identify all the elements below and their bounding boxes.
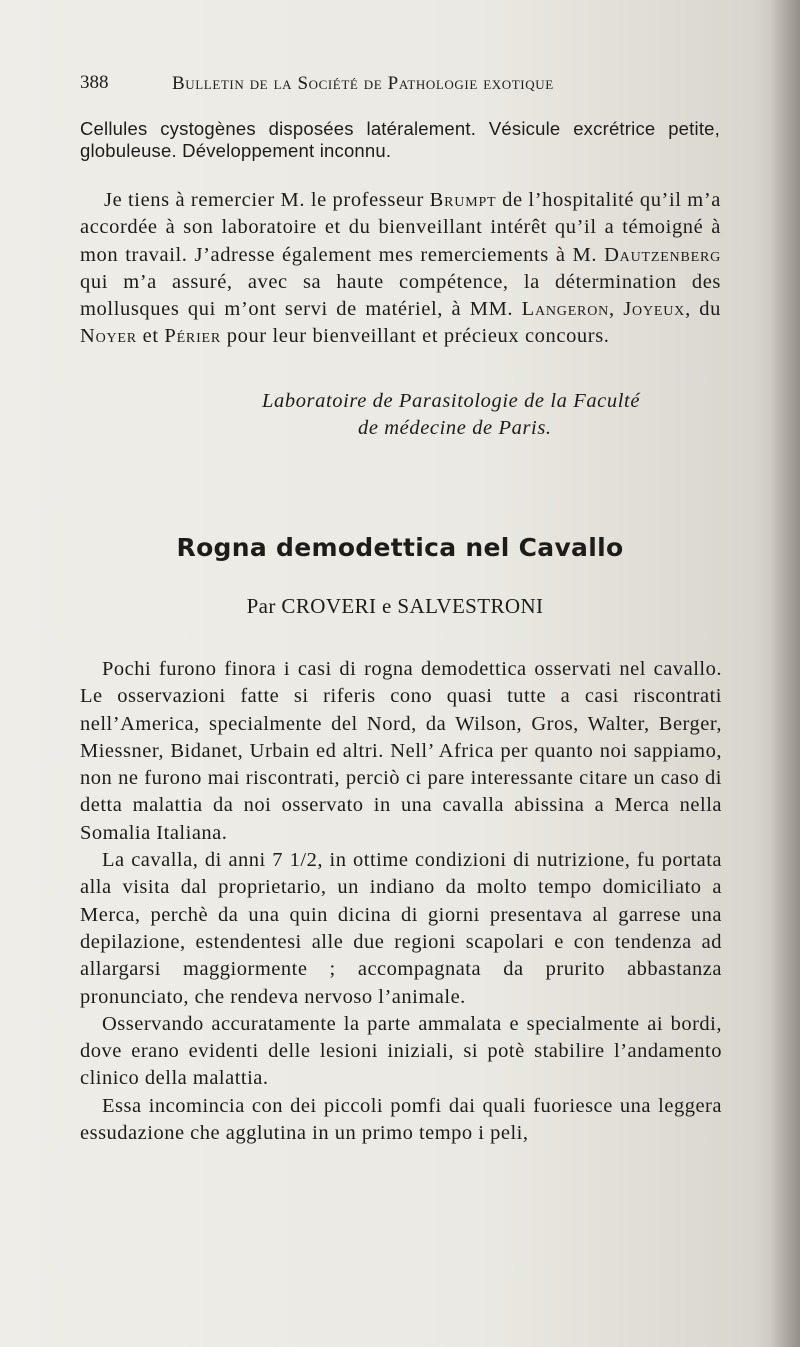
acknowledgement-paragraph: Je tiens à remercier M. le professeur Brumpt de l’hospitalité qu’il m’a accordée à son laboratoire et du bienveillant intérêt qu’il a témoigné à mon travail. J’adresse également mes remerciements à M. Dautzenberg qui m’a assuré, avec sa haute compétence, la détermination des mollusques qui m’ont servi de matériel, à MM. Langeron, Joyeux, du Noyer et Périer pour leur bienveillant et précieux concours. — [80, 189, 722, 348]
person-name: Noyer — [80, 325, 137, 348]
person-name: Périer — [164, 325, 222, 348]
running-title: Bulletin de la Société de Pathologie exotique — [172, 73, 554, 94]
running-header — [80, 72, 740, 98]
body-paragraph: La cavalla, di anni 7 1/2, in ottime condizioni di nutrizione, fu portata alla visita dal proprietario, un indiano da molto tempo domiciliato a Merca, perchè da una quin dicina di giorni presentava al garrese una depilazione, estendentesi alle due regioni scapolari e con tendenza ad allargarsi maggiormente ; accompagnata da prurito abbastanza pronunciato, che rendeva nervoso l’animale. — [80, 849, 722, 1008]
affiliation-line-2: de médecine de Paris. — [358, 417, 552, 439]
body-paragraph: Osservando accuratamente la parte ammalata e specialmente ai bordi, dove erano evidenti delle lesioni iniziali, si potè stabilire l’andamento clinico della malattia. — [80, 1012, 722, 1090]
article-byline: Par CROVERI e SALVESTRONI — [246, 594, 544, 618]
affiliation-line-1: Laboratoire de Parasitologie de la Faculté — [262, 390, 641, 412]
body-paragraph: Essa incomincia con dei piccoli pomfi dai quali fuoriesce una leggera essudazione che agglutina in un primo tempo i peli, — [80, 1094, 722, 1145]
person-name: Langeron — [521, 298, 610, 321]
page-number: 388 — [80, 72, 109, 93]
article-body — [80, 656, 722, 1147]
person-name: Dautzenberg — [604, 243, 721, 266]
previous-article-closing-text: Cellules cystogènes disposées latéralement. Vésicule excrétrice petite, globuleuse. Développement inconnu. — [80, 118, 720, 161]
page-edge-shadow — [770, 0, 800, 1347]
person-name: Joyeux — [623, 298, 686, 321]
body-paragraph: Pochi furono finora i casi di rogna demodettica osservati nel cavallo. Le osservazioni fatte si riferis cono quasi tutte a casi riscontrati nell’America, specialmente del Nord, da Wilson, Gros, Walter, Berger, Miessner, Bidanet, Urbain ed altri. Nell’ Africa per quanto noi sappiamo, non ne furono mai riscontrati, perciò ci pare interessante citare un caso di detta malattia da noi osservato in una cavalla abissina a Merca nella Somalia Italiana. — [80, 658, 722, 844]
person-name: Brumpt — [429, 189, 497, 211]
affiliation — [262, 388, 640, 442]
article-title: Rogna demodettica nel Cavallo — [176, 533, 624, 562]
